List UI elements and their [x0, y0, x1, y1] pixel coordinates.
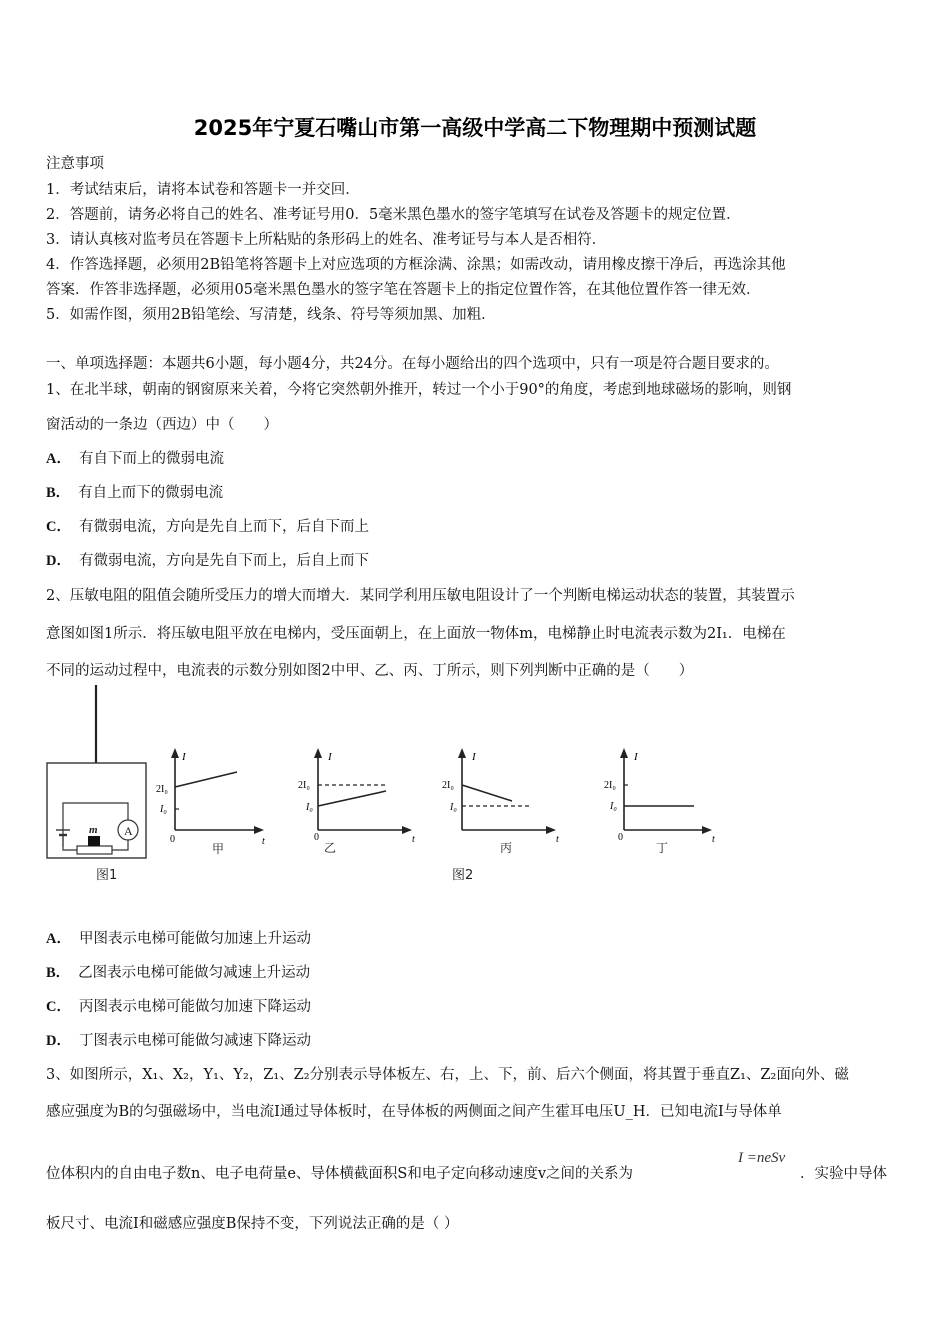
notice-item-4: 4．作答选择题，必须用2B铅笔将答题卡上对应选项的方框涂满、涂黑；如需改动，请用橡皮擦干净后，再选涂其他	[46, 257, 786, 273]
section-heading: 一、单项选择题：本题共6小题，每小题4分，共24分。在每小题给出的四个选项中，只有一项是符合题目要求的。	[46, 356, 779, 372]
notice-heading: 注意事项	[46, 156, 104, 172]
svg-text:I₀: I₀	[160, 804, 167, 815]
svg-text:I₀: I₀	[610, 801, 617, 812]
q1-option-b: B． 有自上而下的微弱电流	[46, 485, 224, 501]
q2-option-a: A． 甲图表示电梯可能做匀加速上升运动	[46, 931, 311, 947]
graph-jia	[150, 740, 290, 855]
figure-1-caption: 图1	[96, 868, 118, 883]
graph-bing	[440, 740, 580, 855]
figure-2-caption: 图2	[452, 868, 474, 883]
q3-stem-line1: 3、如图所示，X₁、X₂，Y₁、Y₂，Z₁、Z₂分别表示导体板左、右，上、下，前、后六个侧面，将其置于垂直Z₁、Z₂面向外、磁	[46, 1067, 849, 1083]
q3-stem-line2: 感应强度为B的匀强磁场中，当电流I通过导体板时，在导体板的两侧面之间产生霍耳电压U_H．已知电流I与导体单	[46, 1104, 782, 1120]
svg-text:0: 0	[170, 834, 175, 845]
svg-text:丙: 丙	[500, 841, 513, 855]
svg-text:t: t	[712, 834, 715, 845]
svg-text:t: t	[556, 834, 559, 845]
svg-text:I: I	[634, 751, 638, 763]
svg-text:甲: 甲	[212, 842, 225, 855]
notice-item-1: 1．考试结束后，请将本试卷和答题卡一并交回．	[46, 182, 360, 198]
svg-text:t: t	[262, 836, 265, 847]
svg-text:0: 0	[314, 832, 319, 843]
svg-text:2I₀: 2I₀	[156, 784, 168, 795]
q2-stem-line1: 2、压敏电阻的阻值会随所受压力的增大而增大．某同学利用压敏电阻设计了一个判断电梯运动状态的装置，其装置示	[46, 588, 795, 604]
svg-text:乙: 乙	[324, 841, 337, 855]
q3-stem-line3: 位体积内的自由电子数n、电子电荷量e、导体横截面积S和电子定向移动速度v之间的关系为	[46, 1166, 634, 1182]
q2-option-b: B． 乙图表示电梯可能做匀减速上升运动	[46, 965, 311, 981]
svg-text:2I₀: 2I₀	[442, 780, 454, 791]
q3-stem-line4: 板尺寸、电流I和磁感应强度B保持不变，下列说法正确的是（ ）	[46, 1216, 459, 1232]
notice-item-4-cont: 答案．作答非选择题，必须用05毫米黑色墨水的签字笔在答题卡上的指定位置作答，在其他位置作答一律无效．	[46, 282, 761, 298]
q2-option-d: D． 丁图表示电梯可能做匀减速下降运动	[46, 1033, 311, 1049]
q1-option-a: A． 有自下而上的微弱电流	[46, 451, 224, 467]
q1-stem-line1: 1、在北半球，朝南的钢窗原来关着，今将它突然朝外推开，转过一个小于90°的角度，考虑到地球磁场的影响，则钢	[46, 382, 792, 398]
notice-item-3: 3．请认真核对监考员在答题卡上所粘贴的条形码上的姓名、准考证号与本人是否相符．	[46, 232, 607, 248]
q3-stem-line3-end: ．实验中导体	[800, 1166, 887, 1182]
svg-text:I: I	[328, 751, 332, 763]
graph-yi	[296, 740, 436, 855]
svg-text:I: I	[182, 751, 186, 763]
svg-text:I₀: I₀	[450, 802, 457, 813]
notice-item-2: 2．答题前，请务必将自己的姓名、准考证号用0．5毫米黑色墨水的签字笔填写在试卷及答题卡的规定位置．	[46, 207, 741, 223]
q2-stem-line3: 不同的运动过程中，电流表的示数分别如图2中甲、乙、丙、丁所示，则下列判断中正确的是（ ）	[46, 663, 694, 679]
q2-option-c: C． 丙图表示电梯可能做匀加速下降运动	[46, 999, 311, 1015]
figure-1-elevator-circuit	[40, 685, 160, 885]
svg-text:I₀: I₀	[306, 802, 313, 813]
svg-text:I: I	[472, 751, 476, 763]
q1-stem-line2: 窗活动的一条边（西边）中（ ）	[46, 417, 278, 433]
svg-text:0: 0	[618, 832, 623, 843]
svg-text:2I₀: 2I₀	[298, 780, 310, 791]
svg-text:t: t	[412, 834, 415, 845]
svg-text:A: A	[124, 824, 133, 838]
q3-formula: I =neSv	[738, 1150, 786, 1166]
svg-text:丁: 丁	[656, 841, 669, 855]
svg-text:m: m	[89, 824, 98, 836]
page-title: 2025年宁夏石嘴山市第一高级中学高二下物理期中预测试题	[193, 116, 757, 140]
notice-item-5: 5．如需作图，须用2B铅笔绘、写清楚，线条、符号等须加黑、加粗．	[46, 307, 496, 323]
q2-stem-line2: 意图如图1所示．将压敏电阻平放在电梯内，受压面朝上，在上面放一物体m，电梯静止时电流表示数为2I₁．电梯在	[46, 626, 786, 642]
svg-text:2I₀: 2I₀	[604, 780, 616, 791]
graph-ding	[596, 740, 736, 855]
q1-option-d: D． 有微弱电流，方向是先自下而上，后自上而下	[46, 553, 369, 569]
q1-option-c: C． 有微弱电流，方向是先自上而下，后自下而上	[46, 519, 369, 535]
